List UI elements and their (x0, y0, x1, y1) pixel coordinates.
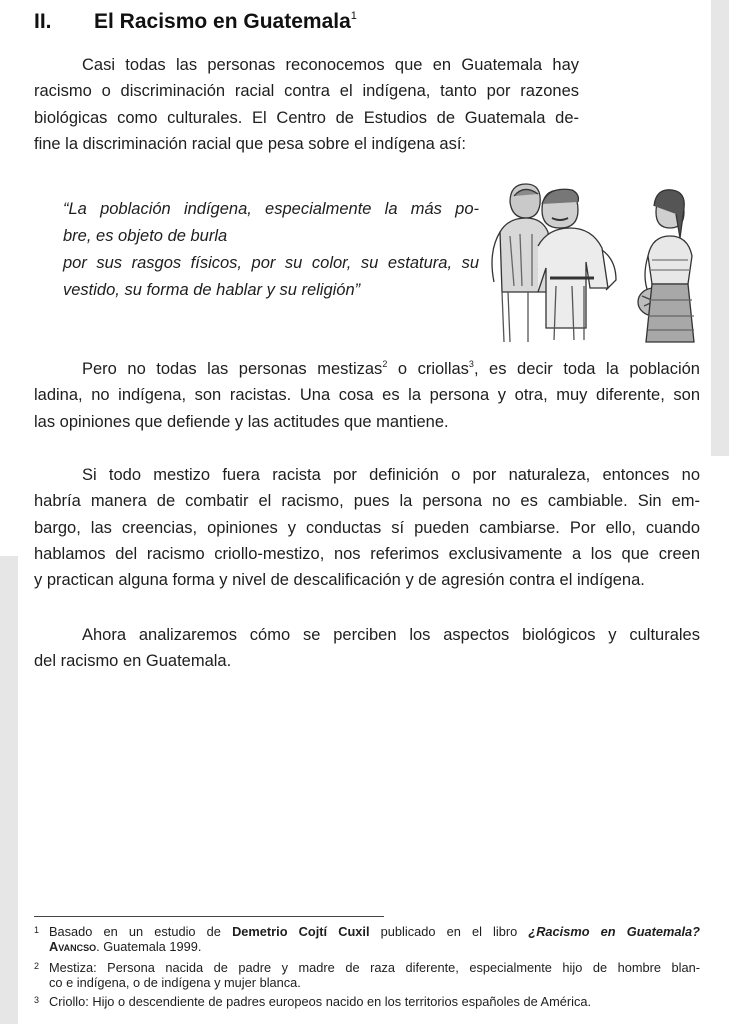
margin-bar-bottom-left (0, 556, 18, 1024)
text-segment: publicado en el libro (369, 924, 529, 939)
section-number: II. (34, 10, 52, 33)
people-illustration-icon (480, 176, 700, 346)
text-segment: . Guatemala 1999. (96, 939, 202, 954)
text-line: hablamos del racismo criollo-mestizo, nos referimos exclusivamente a los que creen (34, 544, 700, 563)
footnote-line: co e indígena, o de indígena y mujer blanca. (49, 975, 301, 990)
footnote-divider (34, 916, 384, 917)
quote-line: “La población indígena, especialmente la más po- (63, 200, 479, 218)
text-line: Ahora analizaremos cómo se perciben los aspectos biológicos y culturales (82, 626, 700, 644)
text-line: racismo o discriminación racial contra el indígena, tanto por razones (34, 82, 579, 101)
text-line: Casi todas las personas reconocemos que en Guatemala hay (82, 56, 579, 74)
intro-paragraph (34, 52, 579, 157)
footnote-line: Mestiza: Persona nacida de padre y madre de raza diferente, especialmente hijo de hombre blan- (49, 960, 700, 975)
footnote-line (49, 924, 700, 939)
text-line: del racismo en Guatemala. (34, 652, 232, 671)
footnote-book-title: ¿Racismo en Guatemala? (528, 924, 700, 939)
text-line (34, 356, 700, 382)
quote-line: por sus rasgos físicos, por su color, su estatura, su (63, 254, 479, 272)
text-segment: Pero no todas las personas mestizas (82, 360, 383, 378)
footnote-mark: 3 (34, 995, 40, 1005)
quote-line: vestido, su forma de hablar y su religión” (63, 281, 361, 299)
racism-paragraph (34, 462, 700, 593)
text-segment: o criollas (387, 360, 469, 378)
text-line: biológicas como culturales. El Centro de Estudios de Guatemala de- (34, 108, 579, 127)
footnote-2 (34, 960, 700, 990)
quote-line: bre, es objeto de burla (63, 227, 228, 245)
block-quote (63, 196, 479, 304)
footnote-ref-1[interactable]: 1 (350, 10, 357, 22)
text-line: bargo, las creencias, opiniones y conductas sí pueden cambiarse. Por ello, cuando (34, 518, 700, 537)
text-line: habría manera de combatir el racismo, pues la persona no es cambiable. Sin em- (34, 492, 700, 511)
footnote-line (49, 939, 700, 954)
text-line: fine la discriminación racial que pesa sobre el indígena así: (34, 134, 466, 153)
mestizo-paragraph (34, 356, 700, 435)
footnote-3 (34, 994, 700, 1009)
margin-bar-top-right (711, 0, 729, 456)
footnote-ref-3[interactable]: 3 (468, 359, 474, 369)
text-line: Si todo mestizo fuera racista por definición o por naturaleza, entonces no (82, 466, 700, 484)
footnote-publisher: Avancso (49, 939, 97, 954)
footnote-1 (34, 924, 700, 954)
text-line: y practican alguna forma y nivel de descalificación y de agresión contra el indígena. (34, 571, 645, 590)
text-line: ladina, no indígena, son racistas. Una cosa es la persona y otra, muy diferente, son (34, 386, 700, 405)
footnote-ref-2[interactable]: 2 (382, 359, 388, 369)
footnote-mark: 1 (34, 925, 40, 935)
footnote-line: Criollo: Hijo o descendiente de padres europeos nacido en los territorios españoles de América. (49, 994, 592, 1009)
text-line: las opiniones que defiende y las actitudes que mantiene. (34, 412, 449, 431)
footnote-author: Demetrio Cojtí Cuxil (232, 924, 370, 939)
section-title: El Racismo en Guatemala (94, 10, 351, 33)
footnote-mark: 2 (34, 961, 40, 971)
analysis-paragraph (34, 622, 700, 675)
text-segment: , es decir toda la población (473, 360, 700, 378)
text-segment: Basado en un estudio de (49, 924, 233, 939)
section-heading (34, 10, 357, 34)
